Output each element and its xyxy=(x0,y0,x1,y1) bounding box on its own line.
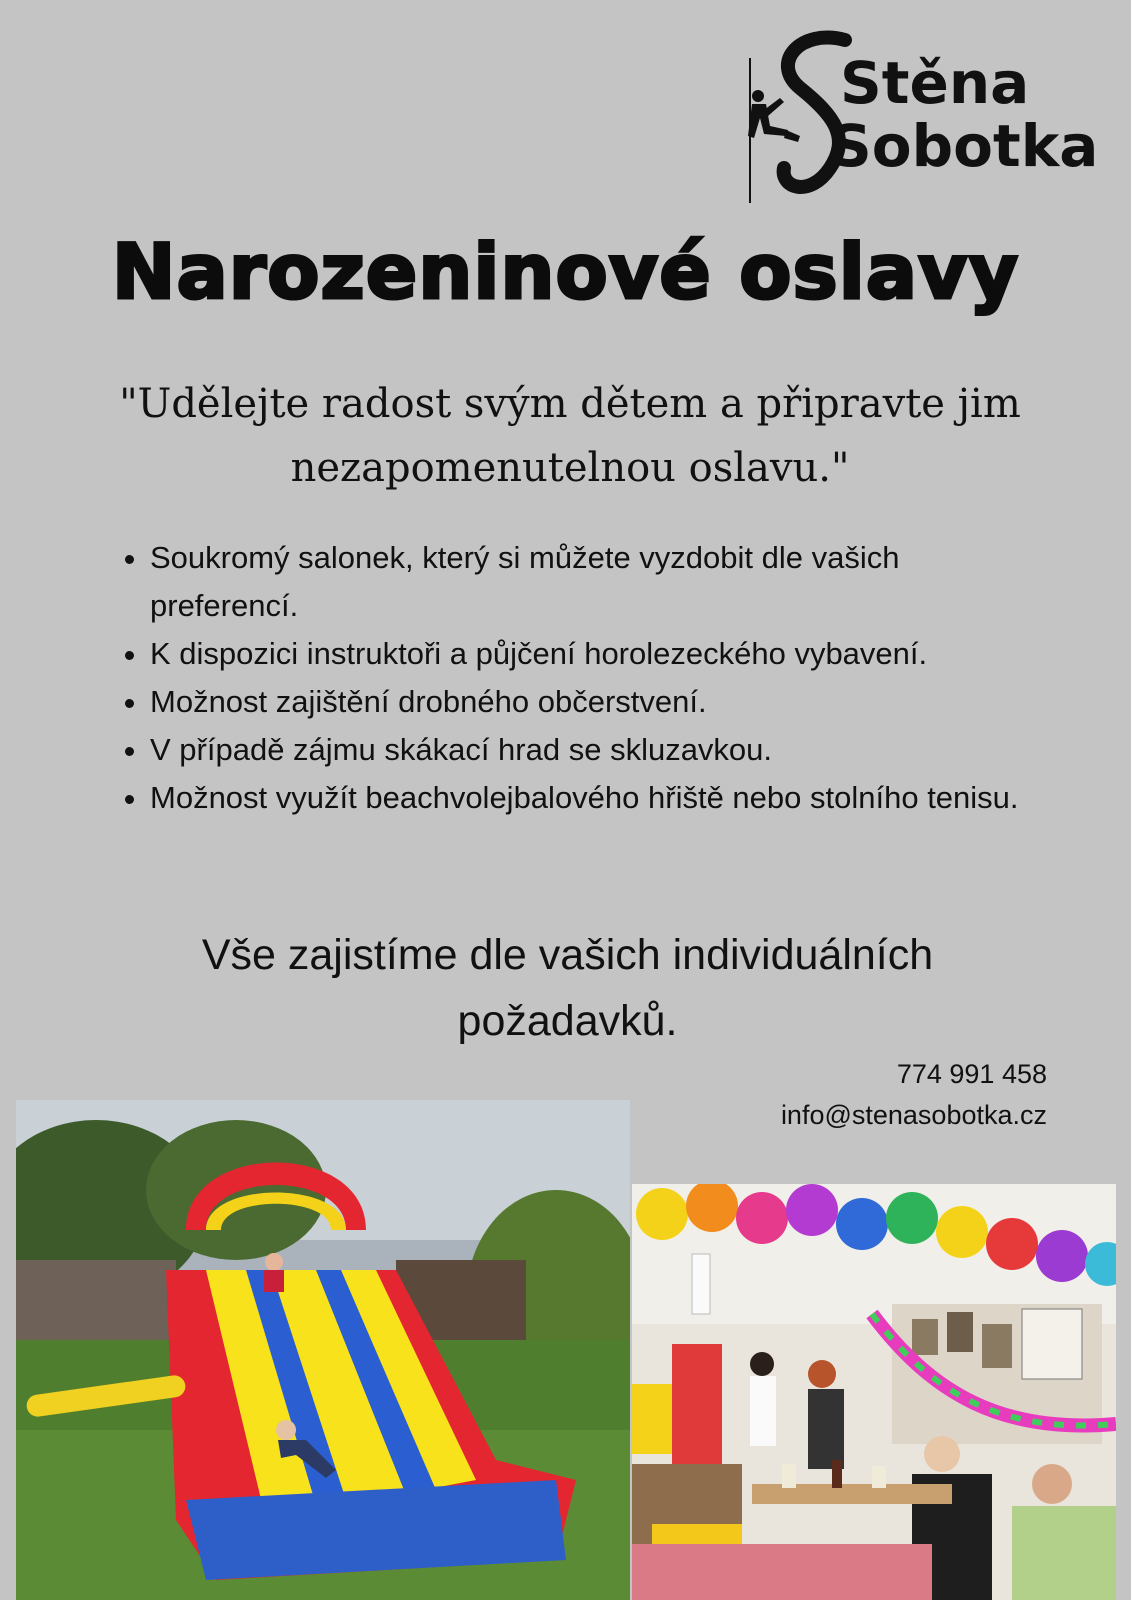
logo-line1: Stěna xyxy=(840,49,1030,117)
photo-party-room xyxy=(632,1184,1116,1600)
photo-inflatable-slide xyxy=(16,1100,630,1600)
quote: "Udělejte radost svým dětem a připravte jim nezapomenutelnou oslavu." xyxy=(119,381,1021,491)
page-title: Narozeninové oslavy xyxy=(111,227,1020,316)
feature-list xyxy=(120,534,1050,822)
logo-line2: Sobotka xyxy=(830,112,1099,180)
list-item: • V případě zájmu skákací hrad se skluzavkou. xyxy=(150,726,1050,774)
contact-email[interactable]: info@stenasobotka.cz xyxy=(780,1100,1047,1130)
list-item: • K dispozici instruktoři a půjčení horolezeckého vybavení. xyxy=(150,630,1050,678)
brand-logo xyxy=(740,18,1110,213)
list-item: • Možnost využít beachvolejbalového hřiště nebo stolního tenisu. xyxy=(150,774,1050,822)
climber-silhouette-icon xyxy=(740,18,1110,213)
closing-statement: Vše zajistíme dle vašich individuálních požadavků. xyxy=(201,931,934,1045)
list-item: • Možnost zajištění drobného občerstvení. xyxy=(150,678,1050,726)
list-item: • Soukromý salonek, který si můžete vyzdobit dle vašich preferencí. xyxy=(150,534,1050,630)
contact-phone[interactable]: 774 991 458 xyxy=(896,1059,1047,1089)
